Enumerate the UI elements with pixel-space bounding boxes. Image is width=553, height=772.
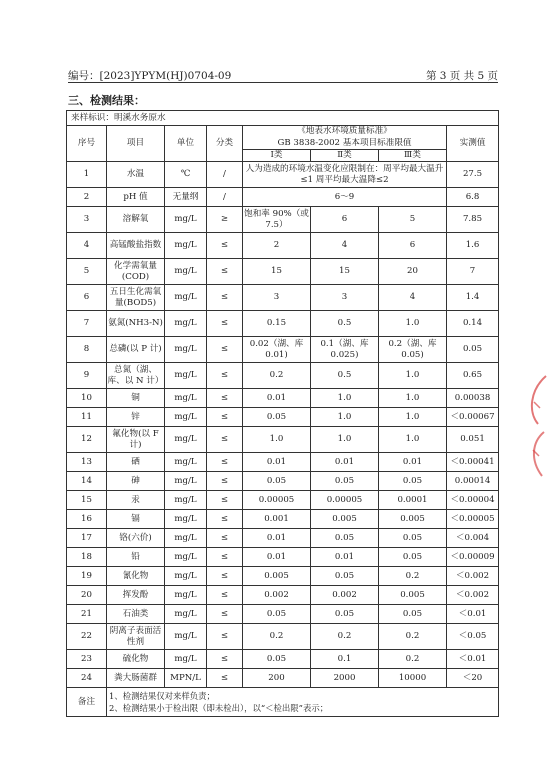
row-item: 总磷(以 P 计) bbox=[107, 337, 165, 363]
row-class2-limit: 6 bbox=[311, 207, 379, 233]
row-unit: mg/L bbox=[165, 567, 207, 586]
row-class1-limit: 0.005 bbox=[243, 567, 311, 586]
table-row bbox=[67, 567, 499, 586]
row-item: 铅 bbox=[107, 548, 165, 567]
row-category: / bbox=[207, 188, 243, 207]
row-class2-limit: 0.002 bbox=[311, 586, 379, 605]
row-unit: mg/L bbox=[165, 207, 207, 233]
row-item: 水温 bbox=[107, 162, 165, 188]
row-class3-limit: 4 bbox=[379, 285, 447, 311]
table-row bbox=[67, 510, 499, 529]
row-number: 12 bbox=[67, 427, 107, 453]
row-measured-value: 1.6 bbox=[447, 233, 499, 259]
row-number: 19 bbox=[67, 567, 107, 586]
row-unit: mg/L bbox=[165, 586, 207, 605]
row-category: ≤ bbox=[207, 669, 243, 688]
row-unit: mg/L bbox=[165, 491, 207, 510]
row-item: 氰化物 bbox=[107, 567, 165, 586]
row-class2-limit: 0.1 bbox=[311, 650, 379, 669]
row-class2-limit: 0.05 bbox=[311, 605, 379, 624]
row-measured-value: ＜0.00009 bbox=[447, 548, 499, 567]
row-class2-limit: 4 bbox=[311, 233, 379, 259]
row-category: ≤ bbox=[207, 510, 243, 529]
row-category: ≤ bbox=[207, 363, 243, 389]
table-row bbox=[67, 586, 499, 605]
row-category: ≤ bbox=[207, 427, 243, 453]
row-class2-limit: 0.01 bbox=[311, 453, 379, 472]
row-measured-value: ＜0.002 bbox=[447, 567, 499, 586]
row-measured-value: ＜0.004 bbox=[447, 529, 499, 548]
row-class3-limit: 0.05 bbox=[379, 529, 447, 548]
row-item: 镉 bbox=[107, 510, 165, 529]
table-row bbox=[67, 605, 499, 624]
row-class2-limit: 1.0 bbox=[311, 427, 379, 453]
row-class3-limit: 20 bbox=[379, 259, 447, 285]
row-unit: mg/L bbox=[165, 453, 207, 472]
row-class1-limit: 0.01 bbox=[243, 453, 311, 472]
table-row bbox=[67, 363, 499, 389]
sampling-point: 来样标识：明溪水务原水 bbox=[67, 111, 499, 126]
row-class1-limit: 0.2 bbox=[243, 363, 311, 389]
row-unit: mg/L bbox=[165, 363, 207, 389]
row-standard-limit: 6～9 bbox=[243, 188, 447, 207]
row-category: ≤ bbox=[207, 624, 243, 650]
row-number: 8 bbox=[67, 337, 107, 363]
table-row bbox=[67, 472, 499, 491]
row-class3-limit: 1.0 bbox=[379, 427, 447, 453]
row-number: 20 bbox=[67, 586, 107, 605]
table-row bbox=[67, 624, 499, 650]
red-seal-stamp bbox=[524, 372, 548, 482]
row-measured-value: ＜0.00067 bbox=[447, 408, 499, 427]
row-number: 16 bbox=[67, 510, 107, 529]
row-measured-value: 7.85 bbox=[447, 207, 499, 233]
row-category: / bbox=[207, 162, 243, 188]
row-class2-limit: 0.005 bbox=[311, 510, 379, 529]
row-class3-limit: 0.2（湖、库 0.05) bbox=[379, 337, 447, 363]
row-number: 15 bbox=[67, 491, 107, 510]
row-category: ≤ bbox=[207, 389, 243, 408]
row-measured-value: 0.05 bbox=[447, 337, 499, 363]
remarks-label: 备注 bbox=[67, 688, 107, 717]
table-row bbox=[67, 311, 499, 337]
row-measured-value: ＜20 bbox=[447, 669, 499, 688]
col-header-item: 项目 bbox=[107, 126, 165, 162]
row-measured-value: ＜0.05 bbox=[447, 624, 499, 650]
row-item: 汞 bbox=[107, 491, 165, 510]
row-class3-limit: 0.05 bbox=[379, 605, 447, 624]
row-class2-limit: 0.00005 bbox=[311, 491, 379, 510]
row-class2-limit: 0.01 bbox=[311, 548, 379, 567]
row-category: ≤ bbox=[207, 285, 243, 311]
table-row bbox=[67, 337, 499, 363]
row-number: 1 bbox=[67, 162, 107, 188]
row-category: ≤ bbox=[207, 259, 243, 285]
row-class3-limit: 1.0 bbox=[379, 363, 447, 389]
row-number: 3 bbox=[67, 207, 107, 233]
row-item: 溶解氧 bbox=[107, 207, 165, 233]
row-number: 2 bbox=[67, 188, 107, 207]
row-unit: mg/L bbox=[165, 605, 207, 624]
row-measured-value: 0.051 bbox=[447, 427, 499, 453]
row-number: 7 bbox=[67, 311, 107, 337]
row-class2-limit: 3 bbox=[311, 285, 379, 311]
row-class1-limit: 0.05 bbox=[243, 605, 311, 624]
row-class1-limit: 饱和率 90%（或 7.5） bbox=[243, 207, 311, 233]
table-row bbox=[67, 389, 499, 408]
col-header-no: 序号 bbox=[67, 126, 107, 162]
row-class2-limit: 0.05 bbox=[311, 472, 379, 491]
row-class3-limit: 0.05 bbox=[379, 472, 447, 491]
row-class3-limit: 10000 bbox=[379, 669, 447, 688]
col-header-class2: Ⅱ类 bbox=[311, 150, 379, 162]
row-unit: mg/L bbox=[165, 389, 207, 408]
row-class1-limit: 0.15 bbox=[243, 311, 311, 337]
row-item: 石油类 bbox=[107, 605, 165, 624]
row-unit: mg/L bbox=[165, 510, 207, 529]
row-class3-limit: 0.005 bbox=[379, 586, 447, 605]
row-item: 氟化物(以 F 计) bbox=[107, 427, 165, 453]
row-number: 21 bbox=[67, 605, 107, 624]
row-item: 锌 bbox=[107, 408, 165, 427]
row-category: ≤ bbox=[207, 408, 243, 427]
table-row bbox=[67, 529, 499, 548]
standard-name: 《地表水环境质量标准》 bbox=[243, 126, 447, 138]
row-class1-limit: 0.01 bbox=[243, 529, 311, 548]
row-number: 17 bbox=[67, 529, 107, 548]
table-row bbox=[67, 650, 499, 669]
row-item: 铬(六价) bbox=[107, 529, 165, 548]
row-class1-limit: 0.00005 bbox=[243, 491, 311, 510]
remark-line: 2、检测结果小于检出限（即未检出），以“＜检出限”表示； bbox=[109, 703, 329, 713]
col-header-class1: Ⅰ类 bbox=[243, 150, 311, 162]
row-class3-limit: 0.0001 bbox=[379, 491, 447, 510]
row-item: 氨氮(NH3-N) bbox=[107, 311, 165, 337]
row-class3-limit: 1.0 bbox=[379, 408, 447, 427]
table-row bbox=[67, 233, 499, 259]
row-class2-limit: 15 bbox=[311, 259, 379, 285]
page-header bbox=[68, 66, 498, 83]
row-item: 五日生化需氧量(BOD5) bbox=[107, 285, 165, 311]
row-number: 5 bbox=[67, 259, 107, 285]
row-category: ≤ bbox=[207, 337, 243, 363]
row-unit: mg/L bbox=[165, 427, 207, 453]
table-row bbox=[67, 285, 499, 311]
row-item: 粪大肠菌群 bbox=[107, 669, 165, 688]
row-class1-limit: 0.05 bbox=[243, 650, 311, 669]
row-item: 铜 bbox=[107, 389, 165, 408]
row-measured-value: ＜0.01 bbox=[447, 650, 499, 669]
row-measured-value: 7 bbox=[447, 259, 499, 285]
row-number: 22 bbox=[67, 624, 107, 650]
table-row bbox=[67, 427, 499, 453]
row-number: 4 bbox=[67, 233, 107, 259]
row-item: 砷 bbox=[107, 472, 165, 491]
row-category: ≤ bbox=[207, 233, 243, 259]
row-item: 总氮（湖、库、以 N 计） bbox=[107, 363, 165, 389]
row-measured-value: 0.00014 bbox=[447, 472, 499, 491]
row-category: ≤ bbox=[207, 605, 243, 624]
row-class1-limit: 0.01 bbox=[243, 548, 311, 567]
row-item: 化学需氧量(COD) bbox=[107, 259, 165, 285]
row-measured-value: 27.5 bbox=[447, 162, 499, 188]
row-number: 13 bbox=[67, 453, 107, 472]
row-class1-limit: 2 bbox=[243, 233, 311, 259]
row-category: ≥ bbox=[207, 207, 243, 233]
row-class1-limit: 200 bbox=[243, 669, 311, 688]
row-unit: mg/L bbox=[165, 624, 207, 650]
row-class2-limit: 0.5 bbox=[311, 363, 379, 389]
row-number: 23 bbox=[67, 650, 107, 669]
row-category: ≤ bbox=[207, 311, 243, 337]
row-class3-limit: 0.2 bbox=[379, 567, 447, 586]
table-row bbox=[67, 408, 499, 427]
table-row bbox=[67, 207, 499, 233]
row-unit: mg/L bbox=[165, 650, 207, 669]
table-row bbox=[67, 548, 499, 567]
row-category: ≤ bbox=[207, 453, 243, 472]
row-unit: mg/L bbox=[165, 259, 207, 285]
row-class3-limit: 5 bbox=[379, 207, 447, 233]
row-unit: mg/L bbox=[165, 311, 207, 337]
row-category: ≤ bbox=[207, 529, 243, 548]
standard-code: GB 3838-2002 基本项目标准限值 bbox=[243, 138, 447, 150]
row-class3-limit: 1.0 bbox=[379, 389, 447, 408]
remarks-row bbox=[67, 688, 499, 717]
row-category: ≤ bbox=[207, 548, 243, 567]
page-number: 第 3 页 共 5 页 bbox=[425, 70, 498, 82]
row-category: ≤ bbox=[207, 491, 243, 510]
row-class1-limit: 0.01 bbox=[243, 389, 311, 408]
row-category: ≤ bbox=[207, 586, 243, 605]
remark-line: 1、检测结果仅对来样负责； bbox=[109, 691, 215, 701]
table-row bbox=[67, 491, 499, 510]
row-measured-value: ＜0.00041 bbox=[447, 453, 499, 472]
row-class2-limit: 0.2 bbox=[311, 624, 379, 650]
col-header-class3: Ⅲ类 bbox=[379, 150, 447, 162]
row-class1-limit: 3 bbox=[243, 285, 311, 311]
row-class2-limit: 0.05 bbox=[311, 529, 379, 548]
row-unit: mg/L bbox=[165, 472, 207, 491]
col-header-measured: 实测值 bbox=[447, 126, 499, 162]
row-class1-limit: 0.001 bbox=[243, 510, 311, 529]
row-item: 硒 bbox=[107, 453, 165, 472]
col-header-unit: 单位 bbox=[165, 126, 207, 162]
row-class2-limit: 1.0 bbox=[311, 389, 379, 408]
row-item: 硫化物 bbox=[107, 650, 165, 669]
row-number: 18 bbox=[67, 548, 107, 567]
row-unit: mg/L bbox=[165, 548, 207, 567]
row-measured-value: 0.00038 bbox=[447, 389, 499, 408]
table-row bbox=[67, 453, 499, 472]
row-number: 6 bbox=[67, 285, 107, 311]
row-measured-value: ＜0.01 bbox=[447, 605, 499, 624]
row-category: ≤ bbox=[207, 650, 243, 669]
row-category: ≤ bbox=[207, 472, 243, 491]
row-unit: MPN/L bbox=[165, 669, 207, 688]
row-unit: mg/L bbox=[165, 337, 207, 363]
row-class1-limit: 15 bbox=[243, 259, 311, 285]
row-class3-limit: 0.005 bbox=[379, 510, 447, 529]
row-class1-limit: 0.05 bbox=[243, 472, 311, 491]
row-number: 14 bbox=[67, 472, 107, 491]
table-row bbox=[67, 259, 499, 285]
row-standard-limit: 人为造成的环境水温变化应限制在：周平均最大温升≤1 周平均最大温降≤2 bbox=[243, 162, 447, 188]
row-measured-value: 6.8 bbox=[447, 188, 499, 207]
row-unit: mg/L bbox=[165, 529, 207, 548]
row-class3-limit: 0.2 bbox=[379, 650, 447, 669]
row-class2-limit: 2000 bbox=[311, 669, 379, 688]
row-class1-limit: 0.2 bbox=[243, 624, 311, 650]
table-row bbox=[67, 669, 499, 688]
row-item: 挥发酚 bbox=[107, 586, 165, 605]
row-class2-limit: 1.0 bbox=[311, 408, 379, 427]
row-class3-limit: 0.2 bbox=[379, 624, 447, 650]
row-measured-value: ＜0.002 bbox=[447, 586, 499, 605]
row-number: 11 bbox=[67, 408, 107, 427]
row-measured-value: 0.14 bbox=[447, 311, 499, 337]
row-number: 9 bbox=[67, 363, 107, 389]
results-table bbox=[66, 110, 499, 717]
row-class3-limit: 0.01 bbox=[379, 453, 447, 472]
row-category: ≤ bbox=[207, 567, 243, 586]
row-class1-limit: 0.05 bbox=[243, 408, 311, 427]
row-measured-value: ＜0.00004 bbox=[447, 491, 499, 510]
row-class3-limit: 0.05 bbox=[379, 548, 447, 567]
table-row bbox=[67, 162, 499, 188]
row-class1-limit: 0.02（湖、库 0.01) bbox=[243, 337, 311, 363]
row-class2-limit: 0.05 bbox=[311, 567, 379, 586]
row-item: 阴离子表面活性剂 bbox=[107, 624, 165, 650]
row-class1-limit: 0.002 bbox=[243, 586, 311, 605]
row-unit: 无量纲 bbox=[165, 188, 207, 207]
row-unit: mg/L bbox=[165, 233, 207, 259]
remarks-text bbox=[107, 688, 499, 717]
report-number: 编号：[2023]YPYM(HJ)0704-09 bbox=[68, 70, 232, 82]
col-header-category: 分类 bbox=[207, 126, 243, 162]
row-class3-limit: 6 bbox=[379, 233, 447, 259]
row-item: 高锰酸盐指数 bbox=[107, 233, 165, 259]
row-class1-limit: 1.0 bbox=[243, 427, 311, 453]
row-unit: mg/L bbox=[165, 285, 207, 311]
row-number: 10 bbox=[67, 389, 107, 408]
table-row bbox=[67, 188, 499, 207]
row-unit: ℃ bbox=[165, 162, 207, 188]
row-item: pH 值 bbox=[107, 188, 165, 207]
row-class2-limit: 0.1（湖、库 0.025) bbox=[311, 337, 379, 363]
row-measured-value: 1.4 bbox=[447, 285, 499, 311]
row-number: 24 bbox=[67, 669, 107, 688]
row-measured-value: 0.65 bbox=[447, 363, 499, 389]
row-class3-limit: 1.0 bbox=[379, 311, 447, 337]
row-measured-value: ＜0.00005 bbox=[447, 510, 499, 529]
section-title: 三、检测结果： bbox=[68, 94, 145, 107]
row-unit: mg/L bbox=[165, 408, 207, 427]
row-class2-limit: 0.5 bbox=[311, 311, 379, 337]
